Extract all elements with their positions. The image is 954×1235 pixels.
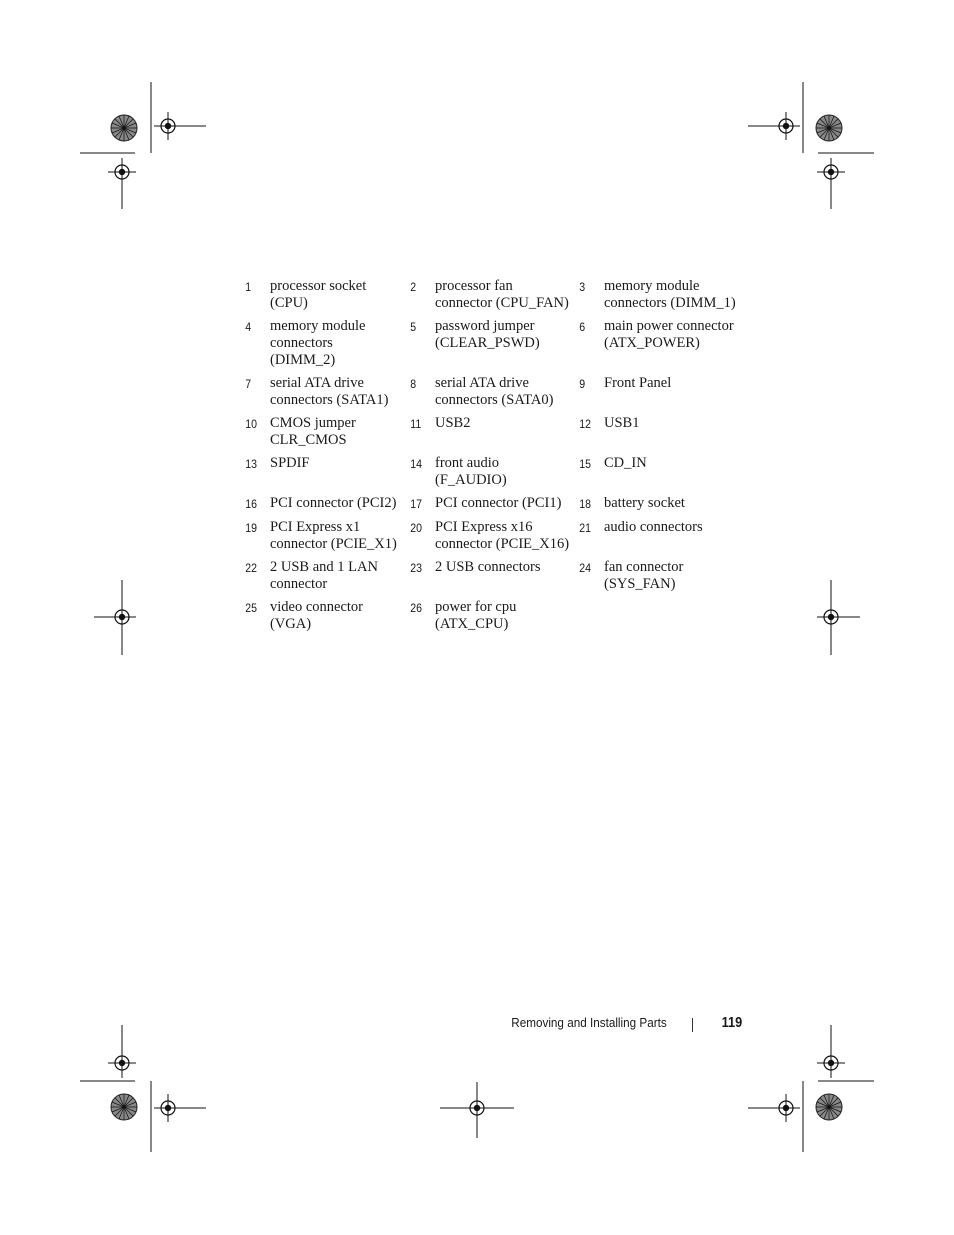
legend-label: battery socket (604, 495, 685, 511)
legend-number: 5 (410, 320, 417, 334)
legend-number: 17 (410, 497, 423, 511)
section-title: Removing and Installing Parts (511, 1015, 667, 1030)
legend-label: 2 USB and 1 LAN connector (270, 559, 378, 592)
legend-number: 9 (579, 377, 586, 391)
page-footer (470, 1015, 742, 1035)
legend-label: memory module connectors (DIMM_2) (270, 318, 366, 368)
legend-label: main power connector (ATX_POWER) (604, 318, 734, 351)
legend-label: Front Panel (604, 375, 672, 391)
legend-label: PCI Express x16 connector (PCIE_X16) (435, 519, 570, 552)
legend-number: 12 (579, 417, 592, 431)
legend-number: 8 (410, 377, 417, 391)
legend-label: video connector (VGA) (270, 599, 364, 632)
legend-label: memory module connectors (DIMM_1) (604, 278, 736, 311)
legend-label: SPDIF (270, 455, 310, 471)
legend-number: 10 (245, 417, 258, 431)
legend-label: processor socket (CPU) (270, 278, 367, 311)
registration-star-icon (816, 115, 842, 141)
legend-number: 13 (245, 457, 258, 471)
legend-number: 15 (579, 457, 592, 471)
legend-number: 7 (245, 377, 252, 391)
legend-number: 1 (245, 280, 252, 294)
legend-label: serial ATA drive connectors (SATA0) (435, 375, 554, 408)
legend-label: USB1 (604, 415, 640, 431)
legend-number: 26 (410, 601, 423, 615)
legend-number: 16 (245, 497, 258, 511)
legend-label: CD_IN (604, 455, 647, 471)
page-number: 119 (721, 1014, 742, 1031)
legend-label: CMOS jumper CLR_CMOS (270, 415, 356, 448)
legend-label: power for cpu (ATX_CPU) (435, 599, 517, 632)
legend-number: 6 (579, 320, 586, 334)
legend-label: audio connectors (604, 519, 703, 535)
legend-number: 25 (245, 601, 258, 615)
legend-number: 22 (245, 561, 258, 575)
legend-number: 18 (579, 497, 592, 511)
legend-label: 2 USB connectors (435, 559, 541, 575)
legend-label: PCI connector (PCI1) (435, 495, 562, 511)
legend-label: fan connector (SYS_FAN) (604, 559, 684, 592)
legend-number: 20 (410, 521, 423, 535)
legend-number: 4 (245, 320, 252, 334)
legend-number: 19 (245, 521, 258, 535)
legend-number: 24 (579, 561, 592, 575)
legend-number: 2 (410, 280, 417, 294)
legend-number: 23 (410, 561, 423, 575)
registration-star-icon (111, 115, 137, 141)
footer-divider (692, 1018, 693, 1032)
legend-label: password jumper (CLEAR_PSWD) (435, 318, 540, 351)
legend-label: PCI Express x1 connector (PCIE_X1) (270, 519, 397, 552)
component-legend (240, 278, 750, 633)
legend-label: USB2 (435, 415, 471, 431)
legend-number: 3 (579, 280, 586, 294)
registration-star-icon (111, 1094, 137, 1120)
legend-label: serial ATA drive connectors (SATA1) (270, 375, 389, 408)
registration-star-icon (816, 1094, 842, 1120)
legend-label: PCI connector (PCI2) (270, 495, 397, 511)
legend-label: processor fan connector (CPU_FAN) (435, 278, 569, 311)
legend-label: front audio (F_AUDIO) (435, 455, 507, 488)
legend-number: 11 (410, 417, 422, 431)
legend-number: 21 (579, 521, 592, 535)
legend-number: 14 (410, 457, 423, 471)
